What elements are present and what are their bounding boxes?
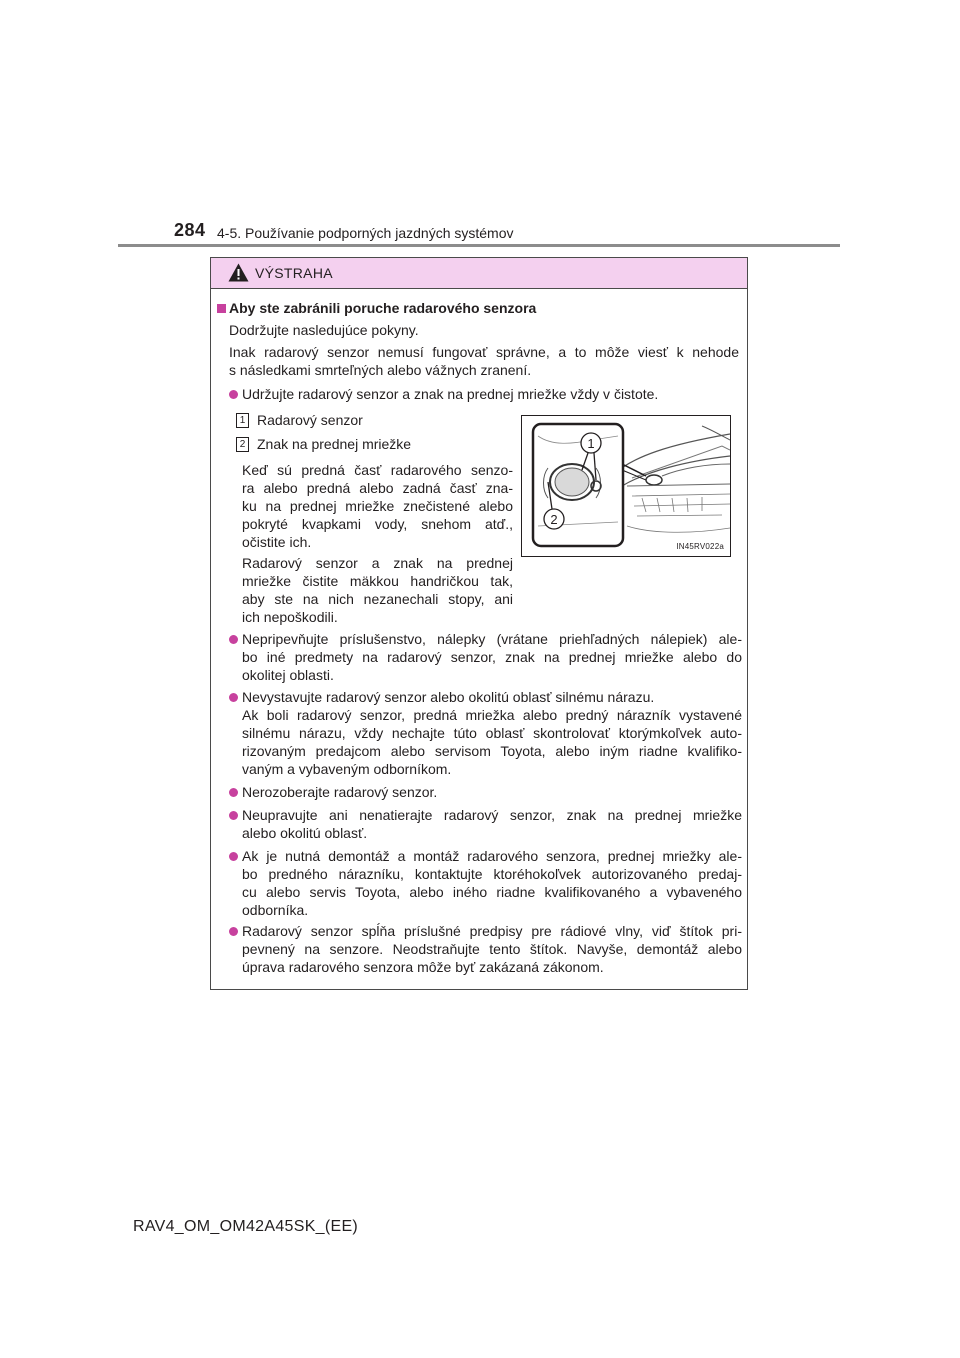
radar-sensor-illustration — [521, 415, 731, 557]
bullet-radio-regulations: Radarový senzor spĺňa príslušné predpisy pre rádiové vlny, viď štítok pri- pevnený na senzore. Neodstraňujte tento štítok. Navyše, demontáž alebo úprava radarového senzora môže byť zakázaná zákonom. — [242, 923, 742, 975]
bullet-no-disassembly: Nerozoberajte radarový senzor. — [242, 784, 438, 800]
bullet-removal-installation: Ak je nutná demontáž a montáž radarového senzora, prednej mriežky ale- bo predného nárazníku, kontaktujte ktoréhokoľvek autorizovaného predaj- cu alebo servis Toyota, alebo iného riadne kvalifikovaného a vybaveného odborníka. — [242, 848, 742, 918]
image-code: IN45RV022a — [676, 542, 724, 551]
legend-number-2: 2 — [236, 437, 249, 452]
callout-1: 1 — [587, 436, 595, 451]
car-front-drawing — [522, 416, 730, 556]
intro-consequence: Inak radarový senzor nemusí fungovať správne, a to môže viesť k nehode s následkami smrteľných alebo vážnych zranení. — [229, 344, 739, 378]
warning-title: VÝSTRAHA — [255, 265, 333, 281]
intro-text: Dodržujte nasledujúce pokyny. — [229, 322, 419, 338]
bullet-icon — [229, 693, 238, 702]
callout-2: 2 — [550, 512, 558, 527]
soft-cloth-note: Radarový senzor a znak na prednej mriežke čistite mäkkou handričkou tak, aby ste na nich nezanechali stopy, ani ich nepoškodili. — [242, 555, 513, 625]
warning-header — [211, 258, 747, 289]
bullet-no-accessories: Nepripevňujte príslušenstvo, nálepky (vrátane priehľadných nálepiek) ale- bo iné predmety na radarový senzor, znak na prednej mriežke alebo do okolitej oblasti. — [242, 631, 742, 683]
section-title: 4-5. Používanie podporných jazdných systémov — [217, 225, 514, 241]
bullet-icon — [229, 811, 238, 820]
page-number: 284 — [174, 220, 206, 240]
bullet-icon — [229, 852, 238, 861]
legend-label-radar-sensor: Radarový senzor — [257, 412, 363, 428]
legend-number-1: 1 — [236, 413, 249, 428]
bullet-icon — [229, 927, 238, 936]
clean-note: Keď sú predná časť radarového senzo- ra alebo predná alebo zadná časť zna- ku na prednej mriežke znečistené alebo pokryté kvapkami vody, snehom atď., očistite ich. — [242, 462, 513, 550]
warning-triangle-icon — [228, 263, 249, 282]
legend-label-grille-emblem: Znak na prednej mriežke — [257, 436, 412, 452]
document-code: RAV4_OM_OM42A45SK_(EE) — [133, 1218, 359, 1235]
heading-square-icon — [217, 304, 226, 313]
bullet-no-modification: Neupravujte ani nenatierajte radarový senzor, znak na prednej mriežke alebo okolitú oblasť. — [242, 807, 742, 841]
header-rule — [118, 244, 840, 247]
warning-heading: Aby ste zabránili poruche radarového senzora — [229, 300, 537, 316]
bullet-icon — [229, 390, 238, 399]
bullet-icon — [229, 635, 238, 644]
bullet-keep-clean: Udržujte radarový senzor a znak na prednej mriežke vždy v čistote. — [242, 386, 659, 402]
bullet-icon — [229, 788, 238, 797]
bullet-no-impact: Nevystavujte radarový senzor alebo okolitú oblasť silnému nárazu. Ak boli radarový senzor, predná mriežka alebo predný nárazník vystavené silnému nárazu, vždy nechajte túto oblasť skontrolovať ktorýmkoľvek auto- rizovaným predajcom alebo servisom Toyota, alebo iným riadne kvalifiko- vaným a vybaveným odborníkom. — [242, 689, 742, 777]
